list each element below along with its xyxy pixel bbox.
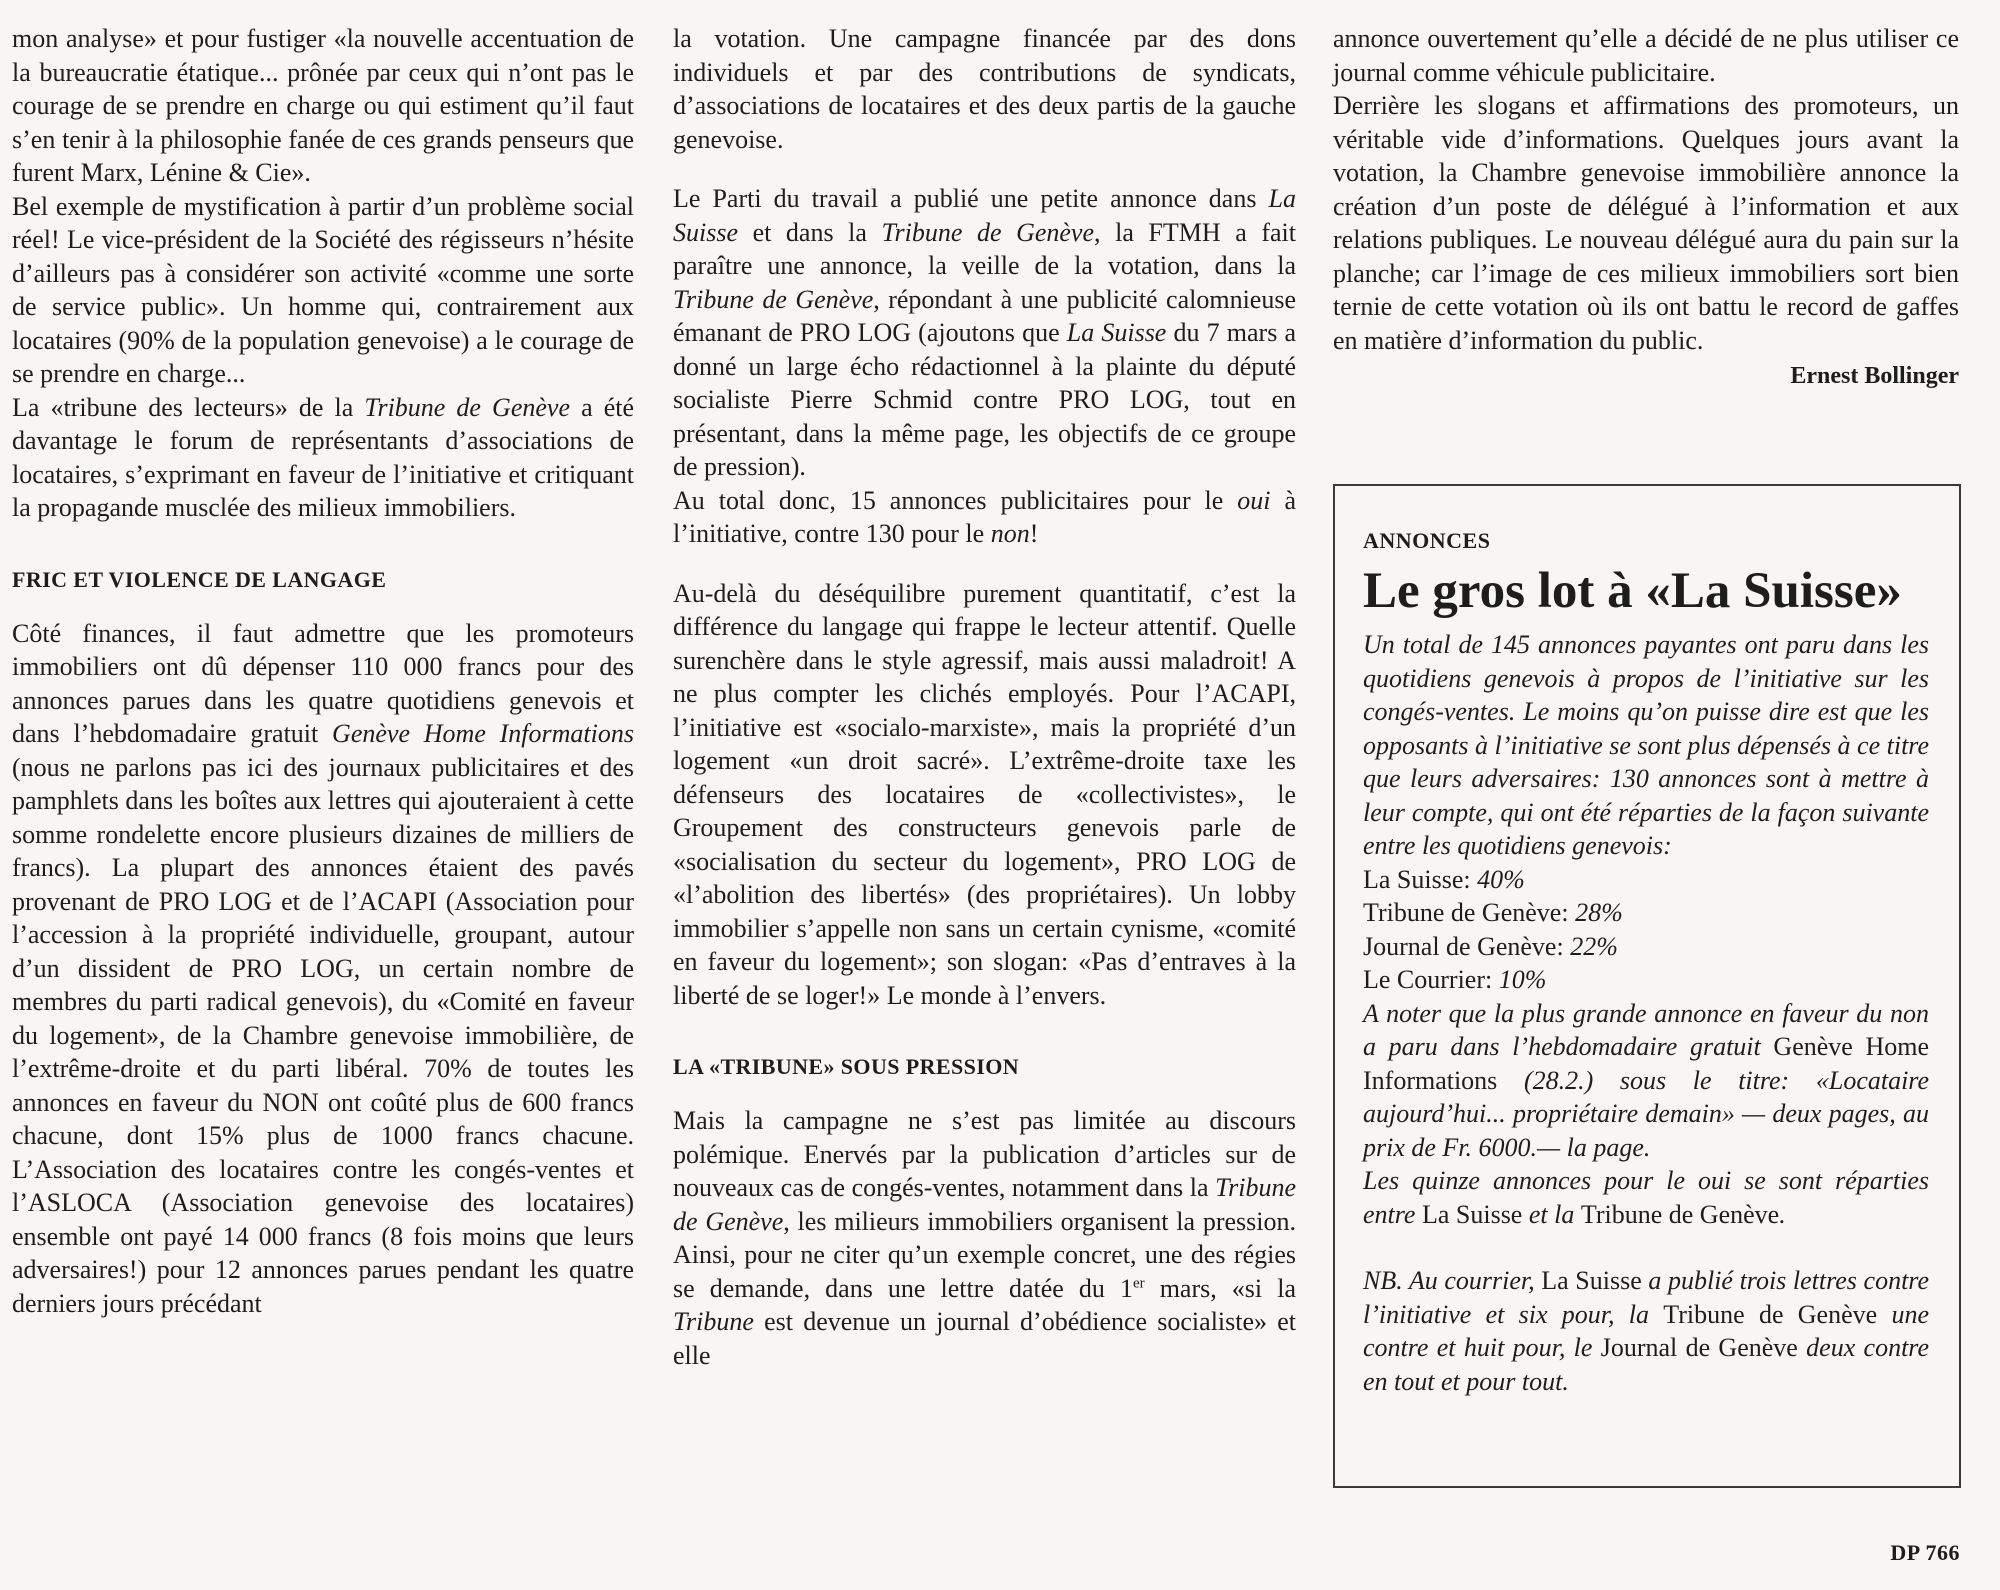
text-run: Les quinze annonces pour le oui se sont réparties entre	[1363, 1166, 1929, 1229]
text-run: Mais la campagne ne s’est pas limitée au discours polémique. Enervés par la publication d’articles sur de nouveaux cas de congés-ventes, notamment dans la	[673, 1106, 1296, 1202]
text-run: une contre et huit pour, le	[1363, 1299, 1930, 1362]
text-run: , répondant à une publicité calomnieuse émanant de PRO LOG (ajoutons que	[673, 284, 1296, 347]
annonces-sidebar-box	[1333, 484, 1961, 1488]
text-run: .	[1779, 1199, 1786, 1229]
emphasis: oui	[1237, 485, 1271, 515]
share-percent: 40%	[1477, 864, 1525, 894]
article-column-2	[673, 22, 1296, 1372]
newspaper-title: Tribune de Genève	[364, 392, 570, 422]
text-run: Côté finances, il faut admettre que les promoteurs immobiliers ont dû dépenser 110 000 francs pour des annonces parues dans les quatre quotidiens genevois et dans l’hebdomadaire gratuit	[12, 618, 634, 748]
section-heading: FRIC ET VIOLENCE DE LANGAGE	[12, 566, 387, 592]
newspaper-title: Tribune de Genève	[673, 284, 874, 314]
author-signature: Ernest Bollinger	[1790, 363, 1959, 389]
text-run: Le Parti du travail a publié une petite annonce dans	[673, 184, 1269, 213]
text-run: (nous ne parlons pas ici des journaux publicitaires et des pamphlets dans les boîtes aux lettres qui ajouteraient à cette somme rondelette encore plusieurs dizaines de milliers de francs). La plupart des annonces étaient des pavés provenant de PRO LOG et de l’ACAPI (Association pour l’accession à la propriété individuelle, groupant, autour d’un dissident de PRO LOG, un certain nombre de membres du parti radical genevois), du «Comité en faveur du logement», de la Chambre genevoise immobilière, de l’extrême-droite et du parti libéral. 70% de toutes les annonces en faveur du NON ont coûté plus de 600 francs chacune, dont 15% plus de 1000 francs chacune. L’Association des locataires contre les congés-ventes et l’ASLOCA (Association genevoise des locataires) ensemble ont payé 14 000 francs (8 fois moins que leurs adversaires!) pour 12 annonces parues pendant les quatre derniers jours précédant	[12, 752, 634, 1318]
newspaper-title: Tribune de Genève	[1580, 1199, 1780, 1229]
page-folio: DP 766	[1890, 1540, 1960, 1565]
text-run: La «tribune des lecteurs» de la	[12, 392, 365, 422]
share-percent: 28%	[1575, 898, 1623, 927]
text-run: mars, «si la	[1144, 1273, 1296, 1303]
paragraph: annonce ouvertement qu’elle a décidé de ne plus utiliser ce journal comme véhicule publicitaire.	[1333, 24, 1959, 87]
paper-name: Tribune de Genève:	[1363, 898, 1576, 927]
box-oui-note	[1363, 1164, 1929, 1231]
share-percent: 22%	[1570, 931, 1618, 961]
paragraph: Bel exemple de mystification à partir d’un problème social réel! Le vice-président de la Société des régisseurs n’hésite d’ailleurs pas à considérer son activité «comme une sorte de service public». Un homme qui, contrairement aux locataires (90% de la population genevoise) a le courage de se prendre en charge...	[12, 191, 634, 388]
paper-name: Journal de Genève:	[1363, 931, 1571, 961]
paragraph: la votation. Une campagne financée par des dons individuels et par des contributions de syndicats, d’associations de locataires et des deux partis de la gauche genevoise.	[673, 24, 1296, 154]
text-run: à l’initiative, contre 130 pour le	[673, 485, 1297, 548]
text-run: Au total donc, 15 annonces publicitaires pour le	[673, 485, 1238, 515]
text-run: et la	[1522, 1199, 1581, 1229]
article-column-1	[12, 22, 634, 1320]
share-list	[1363, 863, 1929, 997]
text-run: et dans la	[738, 217, 882, 247]
text-run: NB. Au courrier,	[1363, 1266, 1542, 1295]
box-kicker: ANNONCES	[1363, 528, 1491, 553]
section-heading: LA «TRIBUNE» SOUS PRESSION	[673, 1054, 1019, 1079]
newspaper-title: La Suisse	[1066, 318, 1167, 347]
box-intro: Un total de 145 annonces payantes ont paru dans les quotidiens genevois à propos de l’initiative sur les congés-ventes. Le moins qu’on puisse dire est que les opposants à l’initiative se sont plus dépensés à ce titre que leurs adversaires: 130 annonces sont à mettre à leur compte, qui ont été réparties de la façon suivante entre les quotidiens genevois:	[1363, 630, 1929, 860]
article-column-3	[1333, 22, 1959, 393]
text-run: du 7 mars a donné un large écho rédactionnel à la plainte du député socialiste Pierre Schmid contre PRO LOG, tout en présentant, dans la même page, les objectifs de ce groupe de pression).	[673, 318, 1296, 481]
newspaper-title: Journal de Genève	[1600, 1333, 1798, 1362]
paragraph	[673, 1104, 1296, 1372]
newspaper-title: Tribune de Genève	[881, 217, 1095, 247]
paragraph: Au-delà du déséquilibre purement quantitatif, c’est la différence du langage qui frappe le lecteur attentif. Quelle surenchère dans le style agressif, mais aussi maladroit! A ne plus compter les clichés employés. Pour l’ACAPI, l’initiative est «socialo-marxiste», mais la propriété d’un logement «un droit sacré». L’extrême-droite taxe les défenseurs des locataires de «collectivistes», le Groupement des constructeurs genevois parle de «socialisation du secteur du logement», PRO LOG de «l’abolition des libertés» (des propriétaires). Un lobby immobilier s’appelle non sans un certain cynisme, «comité en faveur du logement»; son slogan: «Pas d’entraves à la liberté de se loger!» Le monde à l’envers.	[673, 578, 1296, 1010]
paper-name: Le Courrier:	[1363, 965, 1499, 994]
newspaper-title: Genève Home Informations	[1363, 1032, 1930, 1095]
paragraph	[12, 391, 634, 525]
paragraph: Derrière les slogans et affirmations des promoteurs, un véritable vide d’informations. Quelques jours avant la votation, la Chambre genevoise immobilière annonce la création d’un poste de délégué à l’information et aux relations publiques. Le nouveau délégué aura du pain sur la planche; car l’image de ces milieux immobiliers sort bien ternie de cette votation où ils ont battu le record de gaffes en matière d’information du public.	[1333, 91, 1959, 355]
text-run: A noter que la plus grande annonce en faveur du non a paru dans l’hebdomadaire gratuit	[1363, 998, 1929, 1061]
box-note	[1363, 997, 1929, 1165]
share-percent: 10%	[1498, 965, 1547, 994]
share-row	[1363, 896, 1929, 930]
text-run: deux contre en tout et pour tout.	[1363, 1333, 1930, 1396]
share-row	[1363, 930, 1929, 964]
emphasis: non	[990, 519, 1030, 548]
text-run: a été davantage le forum de représentants d’associations de locataires, s’exprimant en faveur de l’initiative et critiquant la propagande musclée des milieux immobiliers.	[12, 392, 635, 522]
text-run: , les milieurs immobiliers organisent la pression. Ainsi, pour ne citer qu’un exemple concret, une des régies se demande, dans une lettre datée du 1	[673, 1206, 1296, 1303]
paragraph	[12, 617, 634, 1321]
share-row	[1363, 963, 1929, 997]
text-run: !	[1029, 519, 1039, 548]
newspaper-title: Tribune de Genève	[1663, 1299, 1878, 1329]
text-run: , la FTMH a fait paraître une annonce, la veille de la votation, dans la	[673, 217, 1296, 280]
newspaper-title: La Suisse	[1541, 1266, 1642, 1295]
newspaper-title: Tribune	[673, 1307, 754, 1336]
box-nb	[1363, 1264, 1929, 1398]
newspaper-title: La Suisse	[1421, 1199, 1523, 1229]
share-row	[1363, 863, 1929, 897]
newspaper-title: Genève Home Informations	[332, 719, 634, 748]
box-headline: Le gros lot à «La Suisse»	[1363, 563, 1902, 619]
paragraph: mon analyse» et pour fustiger «la nouvelle accentuation de la bureaucratie étatique... prônée par ceux qui n’ont pas le courage de se prendre en charge ou qui estiment qu’il faut s’en tenir à la philosophie fanée de ces grands penseurs que furent Marx, Lénine & Cie».	[12, 24, 634, 187]
newspaper-title: Tribune de Genève	[673, 1173, 1296, 1236]
text-run: (28.2.) sous le titre: «Locataire aujourd’hui... propriétaire demain» — deux pages, au prix de Fr. 6000.— la page.	[1363, 1065, 1929, 1162]
newspaper-title: La Suisse	[673, 184, 1296, 247]
paragraph	[673, 484, 1296, 551]
paragraph	[673, 182, 1296, 484]
text-run: a publié trois lettres contre l’initiative et six pour, la	[1363, 1266, 1929, 1329]
paper-name: La Suisse:	[1363, 864, 1478, 894]
superscript: er	[1132, 1274, 1145, 1291]
text-run: est devenue un journal d’obédience socialiste» et elle	[673, 1307, 1296, 1370]
